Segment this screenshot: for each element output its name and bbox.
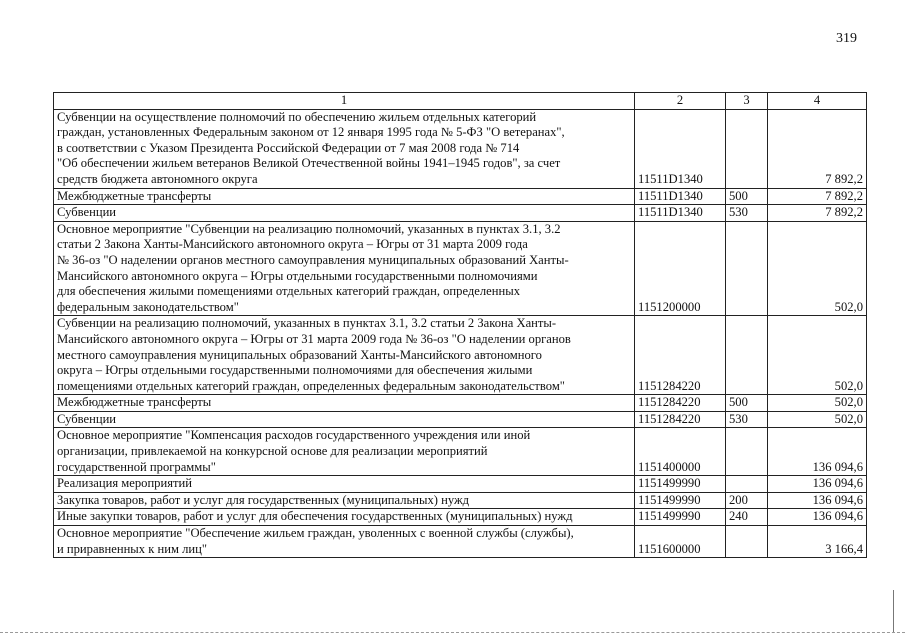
header-col-2: 2 <box>635 93 726 110</box>
row-code: 1151284220 <box>635 411 726 428</box>
table-row <box>54 109 867 188</box>
row-name: Иные закупки товаров, работ и услуг для обеспечения государственных (муниципальных) нужд <box>54 509 635 526</box>
row-code: 11511D1340 <box>635 188 726 205</box>
row-amount: 502,0 <box>768 221 867 316</box>
row-amount: 136 094,6 <box>768 428 867 476</box>
scan-edge-mark <box>893 590 894 632</box>
row-expense-type: 530 <box>726 205 768 222</box>
row-code: 1151200000 <box>635 221 726 316</box>
page-number: 319 <box>836 31 857 46</box>
row-expense-type <box>726 428 768 476</box>
row-amount: 502,0 <box>768 316 867 395</box>
row-code: 1151499990 <box>635 509 726 526</box>
row-code: 1151600000 <box>635 526 726 558</box>
row-name: Межбюджетные трансферты <box>54 395 635 412</box>
row-amount: 136 094,6 <box>768 492 867 509</box>
row-expense-type <box>726 526 768 558</box>
row-name: Основное мероприятие "Компенсация расходов государственного учреждения или иной организации, привлекаемой на конкурсной основе для реализации мероприятий государственной программы" <box>54 428 635 476</box>
row-code: 1151284220 <box>635 395 726 412</box>
row-expense-type: 500 <box>726 188 768 205</box>
row-amount: 502,0 <box>768 411 867 428</box>
row-code: 1151284220 <box>635 316 726 395</box>
table-row <box>54 526 867 558</box>
row-name: Основное мероприятие "Субвенции на реализацию полномочий, указанных в пунктах 3.1, 3.2 статьи 2 Закона Ханты-Мансийского автономного округа – Югры от 31 марта 2009 года № 36-оз "О наделении органов местного самоуправления муниципальных образований Ханты- Мансийского автономного округа – Югры отдельными государственными полномочиями для обеспечения жилыми помещениями отдельных категорий граждан, определенных федеральным законодательством" <box>54 221 635 316</box>
row-expense-type: 530 <box>726 411 768 428</box>
row-expense-type <box>726 316 768 395</box>
row-amount: 7 892,2 <box>768 188 867 205</box>
row-code: 11511D1340 <box>635 205 726 222</box>
row-amount: 7 892,2 <box>768 109 867 188</box>
table-row <box>54 476 867 493</box>
table-row <box>54 509 867 526</box>
table-row <box>54 316 867 395</box>
row-expense-type <box>726 221 768 316</box>
table-row <box>54 411 867 428</box>
row-expense-type <box>726 476 768 493</box>
budget-table <box>53 92 867 558</box>
row-amount: 3 166,4 <box>768 526 867 558</box>
table-row <box>54 492 867 509</box>
table-row <box>54 188 867 205</box>
table-header-row <box>54 93 867 110</box>
row-name: Субвенции на осуществление полномочий по обеспечению жильем отдельных категорий граждан, установленных Федеральным законом от 12 января 1995 года № 5-ФЗ "О ветеранах", в соответствии с Указом Президента Российской Федерации от 7 мая 2008 года № 714 "Об обеспечении жильем ветеранов Великой Отечественной войны 1941–1945 годов", за счет средств бюджета автономного округа <box>54 109 635 188</box>
row-name: Закупка товаров, работ и услуг для государственных (муниципальных) нужд <box>54 492 635 509</box>
table-row <box>54 221 867 316</box>
row-expense-type: 200 <box>726 492 768 509</box>
header-col-3: 3 <box>726 93 768 110</box>
header-col-4: 4 <box>768 93 867 110</box>
row-amount: 7 892,2 <box>768 205 867 222</box>
row-expense-type: 500 <box>726 395 768 412</box>
scan-edge-line <box>0 632 905 634</box>
row-expense-type <box>726 109 768 188</box>
row-name: Межбюджетные трансферты <box>54 188 635 205</box>
row-name: Субвенции <box>54 411 635 428</box>
table-row <box>54 395 867 412</box>
row-code: 1151499990 <box>635 492 726 509</box>
row-name: Субвенции на реализацию полномочий, указанных в пунктах 3.1, 3.2 статьи 2 Закона Ханты- Мансийского автономного округа – Югры от 31 марта 2009 года № 36-оз "О наделении органов местного самоуправления муниципальных образований Ханты-Мансийского автономного округа – Югры отдельными государственными полномочиями для обеспечения жилыми помещениями отдельных категорий граждан, определенных федеральным законодательством" <box>54 316 635 395</box>
row-amount: 136 094,6 <box>768 509 867 526</box>
row-expense-type: 240 <box>726 509 768 526</box>
row-amount: 502,0 <box>768 395 867 412</box>
row-name: Субвенции <box>54 205 635 222</box>
row-amount: 136 094,6 <box>768 476 867 493</box>
row-code: 11511D1340 <box>635 109 726 188</box>
row-code: 1151400000 <box>635 428 726 476</box>
header-col-1: 1 <box>54 93 635 110</box>
table-row <box>54 428 867 476</box>
row-code: 1151499990 <box>635 476 726 493</box>
table-row <box>54 205 867 222</box>
row-name: Реализация мероприятий <box>54 476 635 493</box>
row-name: Основное мероприятие "Обеспечение жильем граждан, уволенных с военной службы (службы), и приравненных к ним лиц" <box>54 526 635 558</box>
